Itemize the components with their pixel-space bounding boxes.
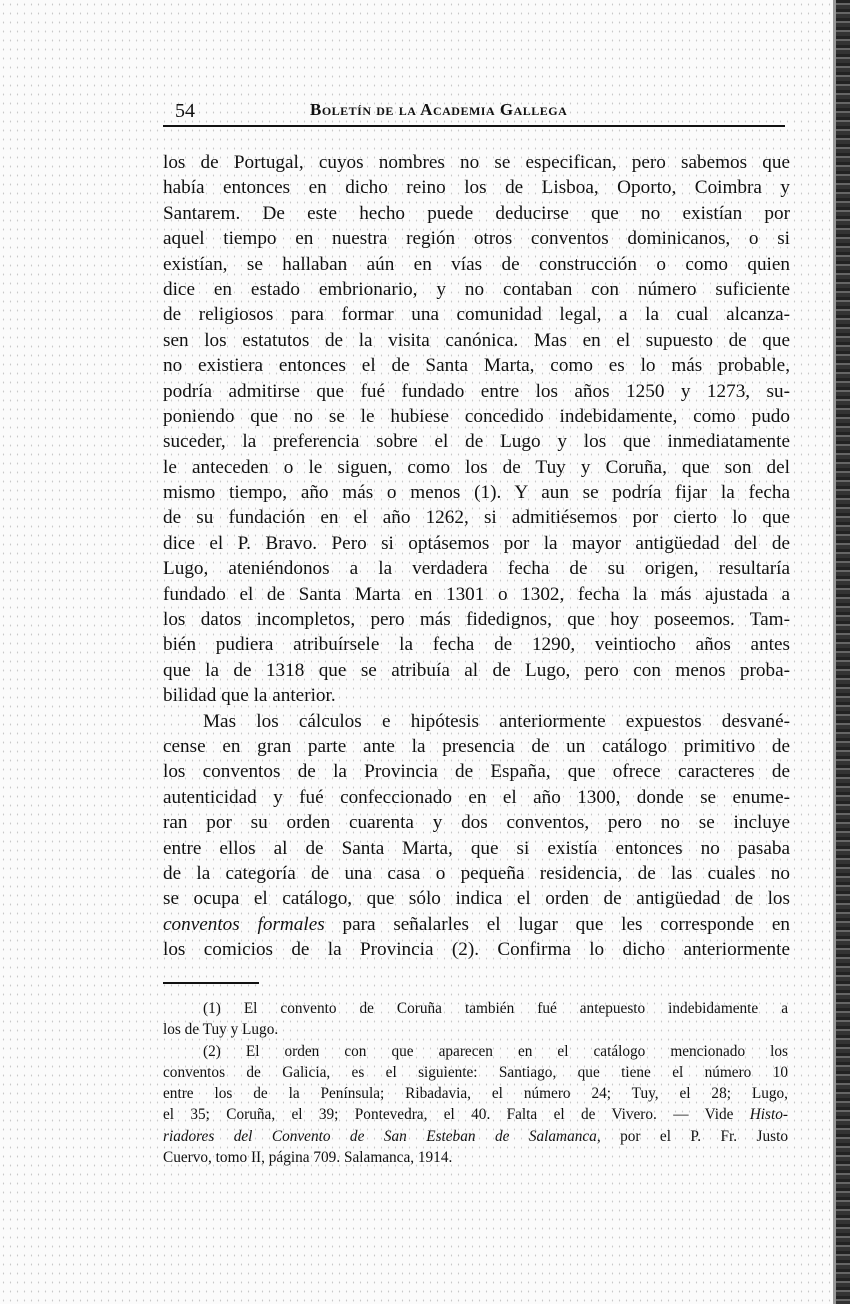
footnote-line: entre los de la Península; Ribadavia, el número 24; Tuy, el 28; Lugo, bbox=[163, 1085, 788, 1103]
text-line: cense en gran parte ante la presencia de un catálogo primitivo de bbox=[163, 735, 790, 757]
text-line: suceder, la preferencia sobre el de Lugo y los que inmediatamente bbox=[163, 431, 790, 453]
italic-text: Histo- bbox=[749, 1106, 788, 1124]
text-segment: para señalarles el lugar que les corresponde en bbox=[324, 913, 790, 935]
text-line: de religiosos para formar una comunidad legal, a la cual alcanza- bbox=[163, 304, 790, 326]
text-line: le anteceden o le siguen, como los de Tuy y Coruña, que son del bbox=[163, 456, 790, 478]
footnote-line bbox=[163, 1104, 788, 1125]
text-line: aquel tiempo en nuestra región otros conventos dominicanos, o si bbox=[163, 228, 790, 250]
footnote-line: (2) El orden con que aparecen en el catálogo mencionado los bbox=[203, 1042, 788, 1060]
text-line: bién pudiera atribuírsele la fecha de 1290, veintiocho años antes bbox=[163, 634, 790, 656]
footnote-line: los de Tuy y Lugo. bbox=[163, 1021, 279, 1039]
text-line: ran por su orden cuarenta y dos conventos, pero no se incluye bbox=[163, 812, 790, 834]
text-line: entre ellos al de Santa Marta, que si existía entonces no pasaba bbox=[163, 837, 790, 859]
italic-text: conventos formales bbox=[163, 913, 325, 935]
footnote-line: conventos de Galicia, es el siguiente: Santiago, que tiene el número 10 bbox=[163, 1063, 788, 1081]
header-rule bbox=[163, 125, 785, 127]
text-line: se ocupa el catálogo, que sólo indica el orden de antigüedad de los bbox=[163, 888, 790, 910]
text-line: Mas los cálculos e hipótesis anteriormente expuestos desvané- bbox=[203, 710, 790, 732]
text-line: fundado el de Santa Marta en 1301 o 1302, fecha la más ajustada a bbox=[163, 583, 790, 605]
text-line: bilidad que la anterior. bbox=[163, 685, 336, 707]
footnote-line bbox=[163, 1126, 788, 1147]
text-line: dice el P. Bravo. Pero si optásemos por la mayor antigüedad del de bbox=[163, 532, 790, 554]
text-line: existían, se hallaban aún en vías de construcción o como quien bbox=[163, 253, 790, 275]
body-text bbox=[163, 150, 790, 963]
text-segment: el 35; Coruña, el 39; Pontevedra, el 40. Falta el de Vivero. — Vide bbox=[163, 1106, 750, 1124]
text-line: los comicios de la Provincia (2). Confirma lo dicho anteriormente bbox=[163, 939, 790, 961]
text-line: los de Portugal, cuyos nombres no se especifican, pero sabemos que bbox=[163, 152, 790, 173]
text-line: de su fundación en el año 1262, si admitiésemos por cierto lo que bbox=[163, 507, 790, 529]
text-line: dice en estado embrionario, y no contaban con número suficiente bbox=[163, 278, 790, 300]
italic-text: riadores del Convento de San Esteban de Salamanca, bbox=[163, 1127, 601, 1145]
text-line: Lugo, ateniéndonos a la verdadera fecha de su origen, resultaría bbox=[163, 558, 790, 580]
text-line bbox=[163, 912, 790, 937]
text-line: podría admitirse que fué fundado entre los años 1250 y 1273, su- bbox=[163, 380, 790, 402]
text-line: los datos incompletos, pero más fidedignos, que hoy poseemos. Tam- bbox=[163, 609, 790, 631]
text-line: no existiera entonces el de Santa Marta, como es lo más probable, bbox=[163, 355, 790, 377]
footnote-line: (1) El convento de Coruña también fué antepuesto indebidamente a bbox=[203, 1000, 788, 1017]
text-line: autenticidad y fué confeccionado en el año 1300, donde se enume- bbox=[163, 786, 790, 808]
footnote-line: Cuervo, tomo II, página 709. Salamanca, 1914. bbox=[163, 1149, 453, 1167]
footnote-rule bbox=[163, 982, 259, 984]
footnotes bbox=[163, 998, 788, 1168]
running-title: Boletín de la Academia Gallega bbox=[310, 100, 568, 119]
page-number: 54 bbox=[175, 100, 195, 122]
text-segment: por el P. Fr. Justo bbox=[600, 1127, 788, 1145]
text-line: de la categoría de una casa o pequeña residencia, de las cuales no bbox=[163, 862, 790, 884]
book-binding-edge bbox=[836, 0, 850, 1304]
text-line: Santarem. De este hecho puede deducirse que no existían por bbox=[163, 202, 790, 224]
text-line: que la de 1318 que se atribuía al de Lugo, pero con menos proba- bbox=[163, 659, 790, 681]
text-line: mismo tiempo, año más o menos (1). Y aun se podría fijar la fecha bbox=[163, 482, 790, 504]
text-line: los conventos de la Provincia de España, que ofrece caracteres de bbox=[163, 761, 790, 783]
text-line: sen los estatutos de la visita canónica. Mas en el supuesto de que bbox=[163, 329, 790, 351]
text-line: había entonces en dicho reino los de Lisboa, Oporto, Coimbra y bbox=[163, 177, 790, 199]
text-line: poniendo que no se le hubiese concedido indebidamente, como pudo bbox=[163, 405, 790, 427]
